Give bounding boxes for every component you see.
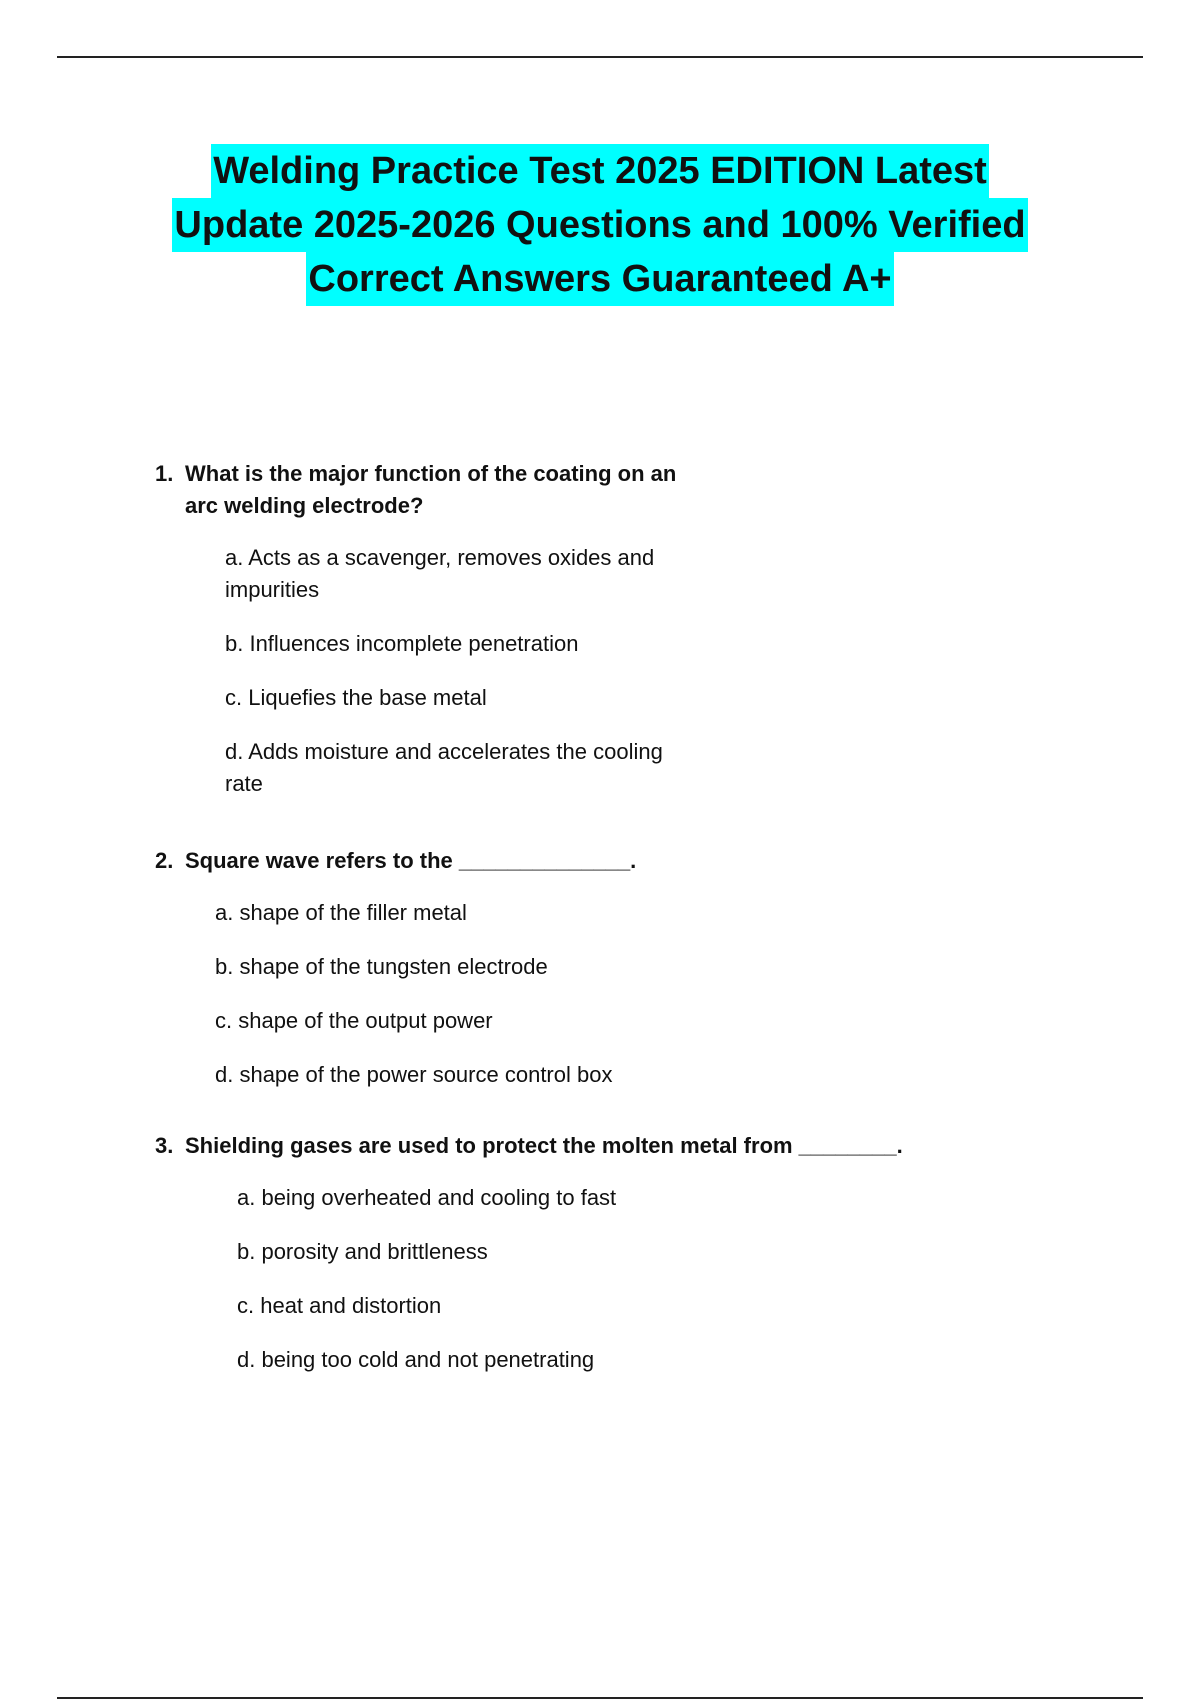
question-3-prompt xyxy=(155,1130,903,1162)
question-text-line: arc welding electrode? xyxy=(185,493,424,518)
option-text-line: rate xyxy=(225,771,263,796)
question-1-prompt xyxy=(155,458,676,522)
option-d xyxy=(225,736,676,800)
option-d xyxy=(237,1344,903,1376)
option-text-line: a. shape of the filler metal xyxy=(215,900,467,925)
question-text-line: What is the major function of the coating on an xyxy=(185,461,677,486)
question-text-line: Square wave refers to the ______________. xyxy=(185,848,637,873)
option-b xyxy=(215,951,636,983)
question-number: 2. xyxy=(155,848,174,873)
question-3 xyxy=(155,1130,903,1398)
option-c xyxy=(237,1290,903,1322)
answer-options xyxy=(237,1182,903,1376)
option-text-line: c. heat and distortion xyxy=(237,1293,442,1318)
title-line-3: Correct Answers Guaranteed A+ xyxy=(306,252,893,306)
question-text-line: Shielding gases are used to protect the molten metal from ________. xyxy=(185,1133,903,1158)
option-text-line: c. Liquefies the base metal xyxy=(225,685,487,710)
answer-options xyxy=(215,897,636,1091)
option-b xyxy=(225,628,676,660)
title-line-2: Update 2025-2026 Questions and 100% Verified xyxy=(172,198,1027,252)
option-text-line: a. Acts as a scavenger, removes oxides and xyxy=(225,545,655,570)
option-d xyxy=(215,1059,636,1091)
top-rule xyxy=(57,56,1143,58)
title-line-1: Welding Practice Test 2025 EDITION Latest xyxy=(211,144,989,198)
option-text-line: impurities xyxy=(225,577,320,602)
option-b xyxy=(237,1236,903,1268)
document-title xyxy=(100,144,1100,306)
answer-options xyxy=(225,542,676,800)
option-a xyxy=(237,1182,903,1214)
option-text-line: a. being overheated and cooling to fast xyxy=(237,1185,617,1210)
option-c xyxy=(225,682,676,714)
question-2-prompt xyxy=(155,845,636,877)
question-number: 3. xyxy=(155,1133,174,1158)
question-1 xyxy=(155,458,676,822)
option-text-line: d. Adds moisture and accelerates the cooling xyxy=(225,739,663,764)
option-a xyxy=(215,897,636,929)
option-c xyxy=(215,1005,636,1037)
option-text-line: d. being too cold and not penetrating xyxy=(237,1347,595,1372)
option-text-line: b. shape of the tungsten electrode xyxy=(215,954,548,979)
option-text-line: d. shape of the power source control box xyxy=(215,1062,613,1087)
option-text-line: c. shape of the output power xyxy=(215,1008,493,1033)
option-text-line: b. Influences incomplete penetration xyxy=(225,631,579,656)
option-text-line: b. porosity and brittleness xyxy=(237,1239,488,1264)
option-a xyxy=(225,542,676,606)
bottom-rule xyxy=(57,1697,1143,1699)
question-2 xyxy=(155,845,636,1113)
question-number: 1. xyxy=(155,461,174,486)
